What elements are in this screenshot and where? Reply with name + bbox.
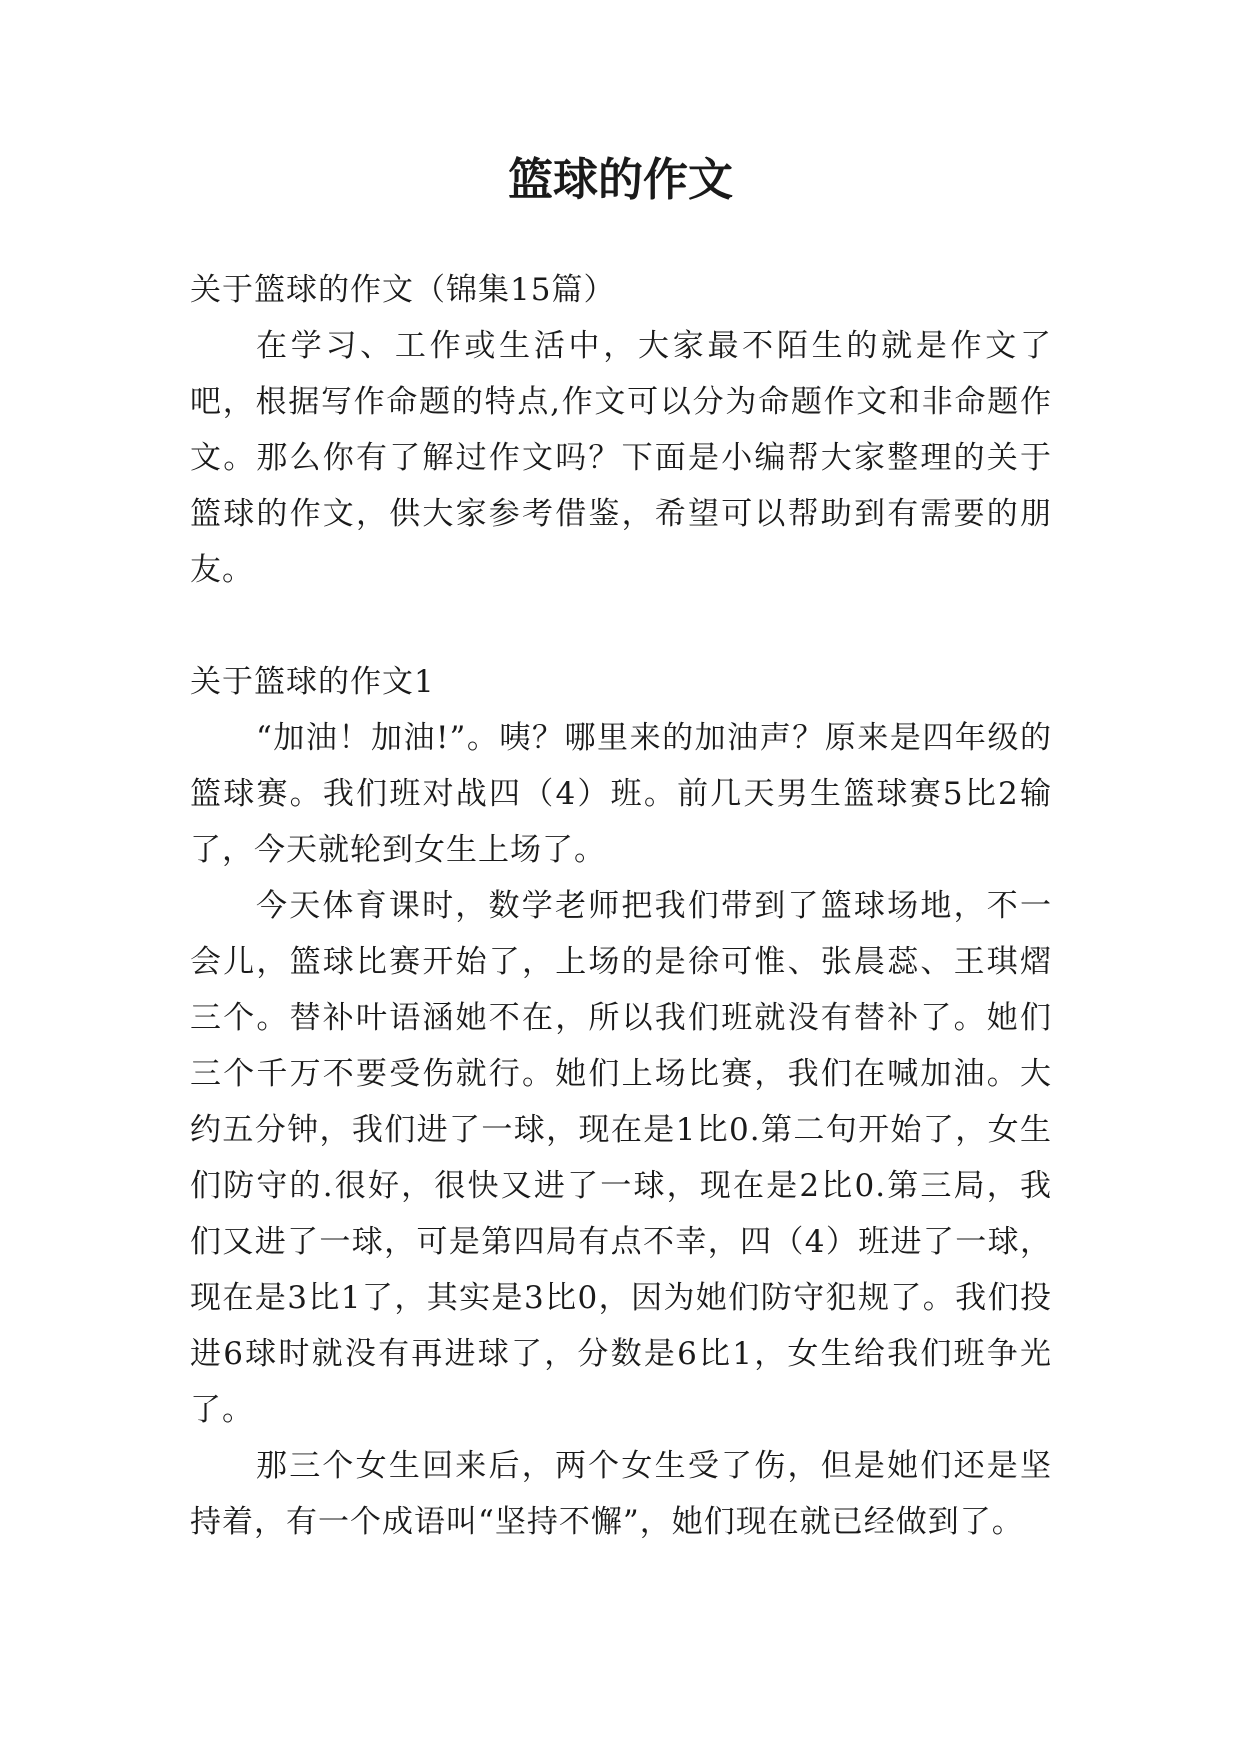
collection-heading: 关于篮球的作文（锦集15篇） [190, 272, 616, 308]
intro-paragraph: 在学习、工作或生活中，大家最不陌生的就是作文了吧，根据写作命题的特点,作文可以分为命题作文和非命题作文。那么你有了解过作文吗？下面是小编帮大家整理的关于篮球的作文，供大家参考借鉴，希望可以帮助到有需要的朋友。 [190, 328, 1052, 588]
section-gap [190, 598, 1052, 654]
body-paragraph: “加油！加油!”。咦？哪里来的加油声？原来是四年级的篮球赛。我们班对战四（4）班。前几天男生篮球赛5比2输了，今天就轮到女生上场了。 [190, 720, 1052, 868]
body-paragraph: 今天体育课时，数学老师把我们带到了篮球场地，不一会儿，篮球比赛开始了，上场的是徐可惟、张晨蕊、王琪熠三个。替补叶语涵她不在，所以我们班就没有替补了。她们三个千万不要受伤就行。她们上场比赛，我们在喊加油。大约五分钟，我们进了一球，现在是1比0.第二句开始了，女生们防守的.很好，很快又进了一球，现在是2比0.第三局，我们又进了一球，可是第四局有点不幸，四（4）班进了一球，现在是3比1了，其实是3比0，因为她们防守犯规了。我们投进6球时就没有再进球了，分数是6比1，女生给我们班争光了。 [190, 888, 1052, 1428]
document-body [190, 262, 1052, 1550]
section-heading: 关于篮球的作文1 [190, 664, 435, 700]
body-paragraph: 那三个女生回来后，两个女生受了伤，但是她们还是坚持着，有一个成语叫“坚持不懈”，她们现在就已经做到了。 [190, 1448, 1052, 1540]
document-title: 篮球的作文 [507, 153, 733, 206]
